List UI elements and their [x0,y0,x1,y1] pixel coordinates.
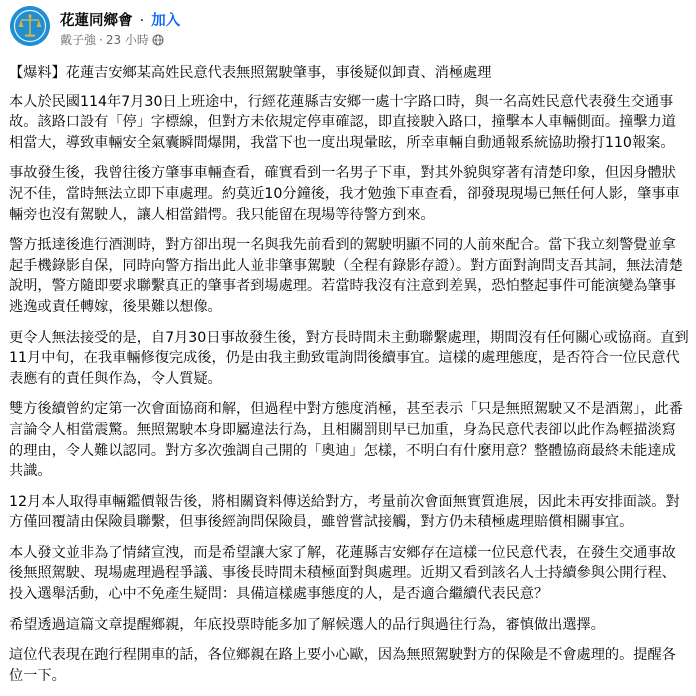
post-paragraph: 警方抵達後進行酒測時，對方卻出現一名與我先前看到的駕駛明顯不同的人前來配合。當下我立刻警覺並拿起手機錄影自保，同時向警方指出此人並非肇事駕駛（全程有錄影存證）。對方面對詢問支吾其詞，無法清楚說明，警方隨即要求聯繫真正的肇事者到場處理。若當時我沒有注意到差異，恐怕整起事件可能演變為肇事逃逸或責任轉嫁，後果難以想像。 [9,237,683,315]
post-paragraph: 本人於民國114年7月30日上班途中，行經花蓮縣吉安鄉一處十字路口時，與一名高姓民意代表發生交通事故。該路口設有「停」字標線，但對方未依規定停車確認，即直接駛入路口，撞擊本人車輛側面。撞擊力道相當大，導致車輛安全氣囊瞬間爆開，我當下也一度出現暈眩，所幸車輛自動通報系統協助撥打110報案。 [9,93,676,151]
post-headline: 【爆料】花蓮吉安鄉某高姓民意代表無照駕駛肇事，事後疑似卸責、消極處理 [9,65,492,81]
post-timestamp[interactable]: 23 小時 [105,33,149,47]
meta-separator: · [99,32,103,47]
post-paragraph: 事故發生後，我曾往後方肇事車輛查看，確實看到一名男子下車，對其外貌與穿著有清楚印象，但因身體狀況不佳，當時無法立即下車處理。約莫近10分鐘後，我才勉強下車查看，卻發現現場已無任何人影，肇事車輛旁也沒有駕駛人，讓人相當錯愕。我只能留在現場等待警方到來。 [9,165,680,223]
post-header [0,0,696,56]
join-group-button[interactable]: 加入 [151,13,181,29]
group-title [60,9,180,30]
post-paragraph: 希望透過這篇文章提醒鄉親，年底投票時能多加了解候選人的品行與過往行為，審慎做出選擇。 [9,616,605,633]
post-paragraph: 雙方後續曾約定第一次會面協商和解，但過程中對方態度消極，甚至表示「只是無照駕駛又不是酒駕」，此番言論令人相當震驚。無照駕駛本身即屬違法行為，且相關罰則早已加重，身為民意代表卻以此作為輕描淡寫的理由，令人難以認同。對方多次強調自己開的「奧迪」怎樣，不明白有什麼用意？整體協商最終未能達成共識。 [9,401,683,480]
post-paragraph: 更令人無法接受的是，自7月30日事故發生後，對方長時間未主動聯繫處理，期間沒有任何關心或協商。直到11月中旬，在我車輛修復完成後，仍是由我主動致電詢問後續事宜。這樣的處理態度，是否符合一位民意代表應有的責任與作為，令人質疑。 [9,329,689,387]
globe-icon [152,34,164,46]
author-name[interactable]: 戴子強 [60,33,97,47]
post-meta [60,31,164,48]
page-avatar[interactable] [10,6,50,46]
group-name-link[interactable]: 花蓮同鄉會 [60,13,133,29]
post-paragraph: 本人發文並非為了情緒宣洩，而是希望讓大家了解，花蓮縣吉安鄉存在這樣一位民意代表，在發生交通事故後無照駕駛、現場處理過程爭議、事後長時間未積極面對與處理。近期又看到該名人士持續參與公開行程、投入選舉活動，心中不免產生疑問：具備這樣處事態度的人，是否適合繼續代表民意？ [9,544,676,603]
post-text [9,63,689,696]
scales-of-justice-logo [10,6,50,46]
post-paragraph: 這位代表現在跑行程開車的話，各位鄉親在路上要小心歐，因為無照駕駛對方的保險是不會處理的。提醒各位一下。 [9,647,676,684]
title-separator: · [139,13,145,29]
post-paragraph: 12月本人取得車輛鑑價報告後，將相關資料傳送給對方，考量前次會面無實質進展，因此未再安排面談。對方僅回覆請由保險員聯繫，但事後經詢問保險員，雖曾嘗試接觸，對方仍未積極處理賠償相關事宜。 [9,493,680,531]
